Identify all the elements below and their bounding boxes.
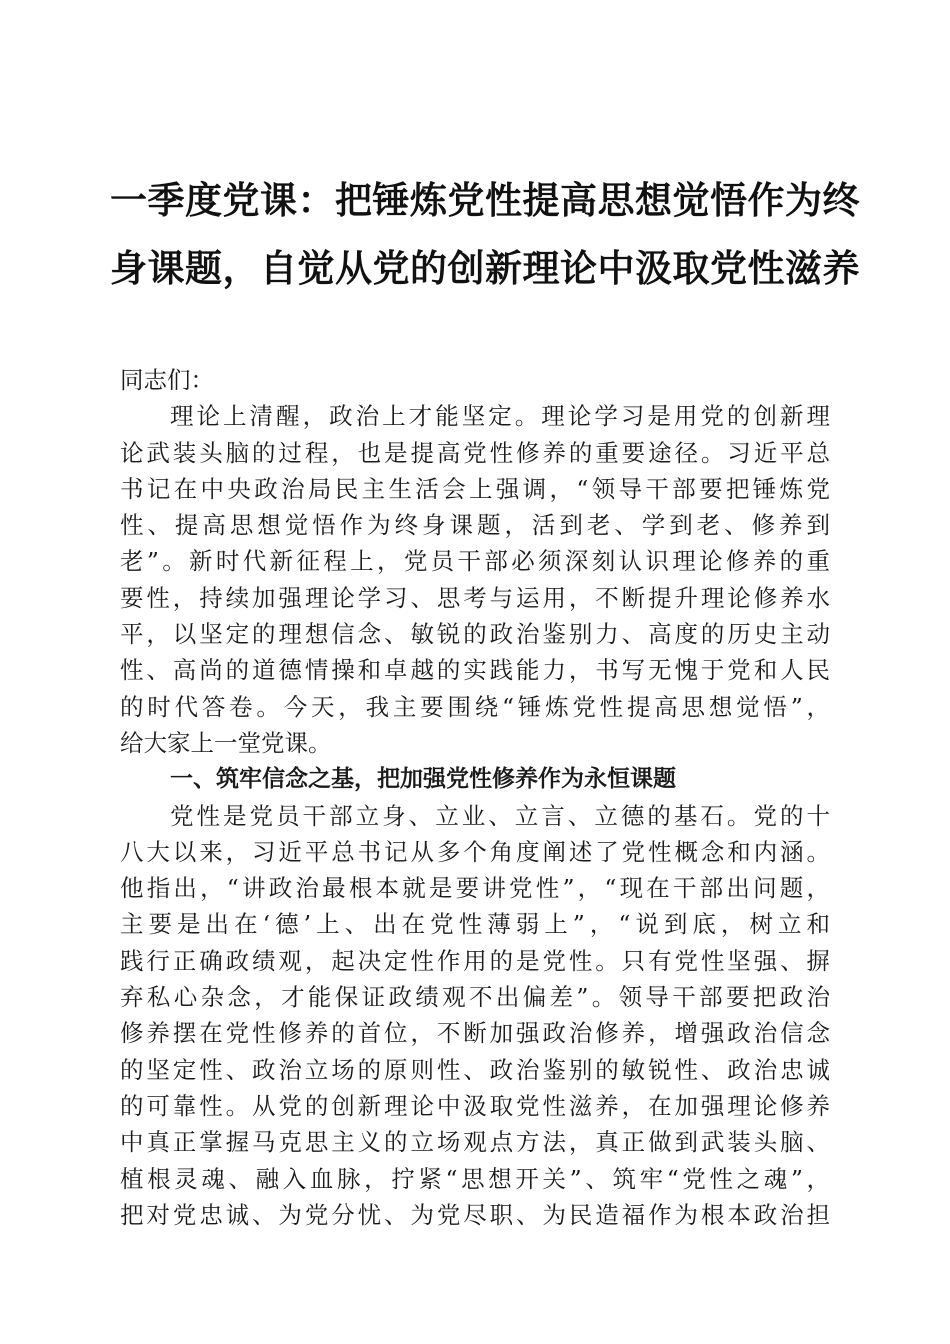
paragraph-2-line: 践行正确政绩观，起决定性作用的是党性。只有党性坚强、摒 [120, 946, 830, 975]
paragraph-2-line: 他指出，“讲政治最根本就是要讲党性”，“现在干部出问题， [120, 874, 830, 903]
paragraph-1-line: 理论上清醒，政治上才能坚定。理论学习是用党的创新理 [170, 402, 830, 431]
paragraph-2-line: 主要是出在‘德’上、出在党性薄弱上”，“说到底，树立和 [120, 910, 830, 939]
paragraph-2-line: 弃私心杂念，才能保证政绩观不出偏差”。领导干部要把政治 [120, 983, 830, 1012]
document-title [110, 166, 860, 302]
paragraph-2-line: 八大以来，习近平总书记从多个角度阐述了党性概念和内涵。 [120, 837, 830, 866]
paragraph-1-line: 老”。新时代新征程上，党员干部必须深刻认识理论修养的重 [120, 547, 830, 576]
section-1-heading: 一、筑牢信念之基，把加强党性修养作为永恒课题 [170, 766, 676, 793]
paragraph-1-line: 给大家上一堂党课。 [120, 728, 332, 757]
paragraph-2 [120, 798, 830, 1234]
paragraph-1-line: 书记在中央政治局民主生活会上强调，“领导干部要把锤炼党 [120, 474, 830, 503]
paragraph-1 [120, 398, 830, 761]
paragraph-1-line: 平，以坚定的理想信念、敏锐的政治鉴别力、高度的历史主动 [120, 620, 830, 649]
paragraph-2-line: 的可靠性。从党的创新理论中汲取党性滋养，在加强理论修养 [120, 1091, 830, 1120]
title-line-1: 一季度党课：把锤炼党性提高思想觉悟作为终 [110, 178, 860, 222]
paragraph-2-line: 修养摆在党性修养的首位，不断加强政治修养，增强政治信念 [120, 1019, 830, 1048]
paragraph-1-line: 的时代答卷。今天，我主要围绕“锤炼党性提高思想觉悟”， [120, 692, 830, 721]
paragraph-1-line: 论武装头脑的过程，也是提高党性修养的重要途径。习近平总 [120, 438, 830, 467]
salutation: 同志们： [120, 366, 214, 394]
paragraph-2-line: 的坚定性、政治立场的原则性、政治鉴别的敏锐性、政治忠诚 [120, 1055, 830, 1084]
paragraph-2-line: 把对党忠诚、为党分忧、为党尽职、为民造福作为根本政治担 [120, 1200, 830, 1229]
paragraph-1-line: 性、高尚的道德情操和卓越的实践能力，书写无愧于党和人民 [120, 656, 830, 685]
paragraph-2-line: 中真正掌握马克思主义的立场观点方法，真正做到武装头脑、 [120, 1128, 830, 1157]
paragraph-2-line: 党性是党员干部立身、立业、立言、立德的基石。党的十 [170, 801, 830, 830]
paragraph-1-line: 性、提高思想觉悟作为终身课题，活到老、学到老、修养到 [120, 511, 830, 540]
document-body [120, 362, 830, 1233]
paragraph-2-line: 植根灵魂、融入血脉，拧紧“思想开关”、筑牢“党性之魂”， [120, 1164, 830, 1193]
paragraph-1-line: 要性，持续加强理论学习、思考与运用，不断提升理论修养水 [120, 583, 830, 612]
title-line-2: 身课题，自觉从党的创新理论中汲取党性滋养 [110, 246, 860, 290]
